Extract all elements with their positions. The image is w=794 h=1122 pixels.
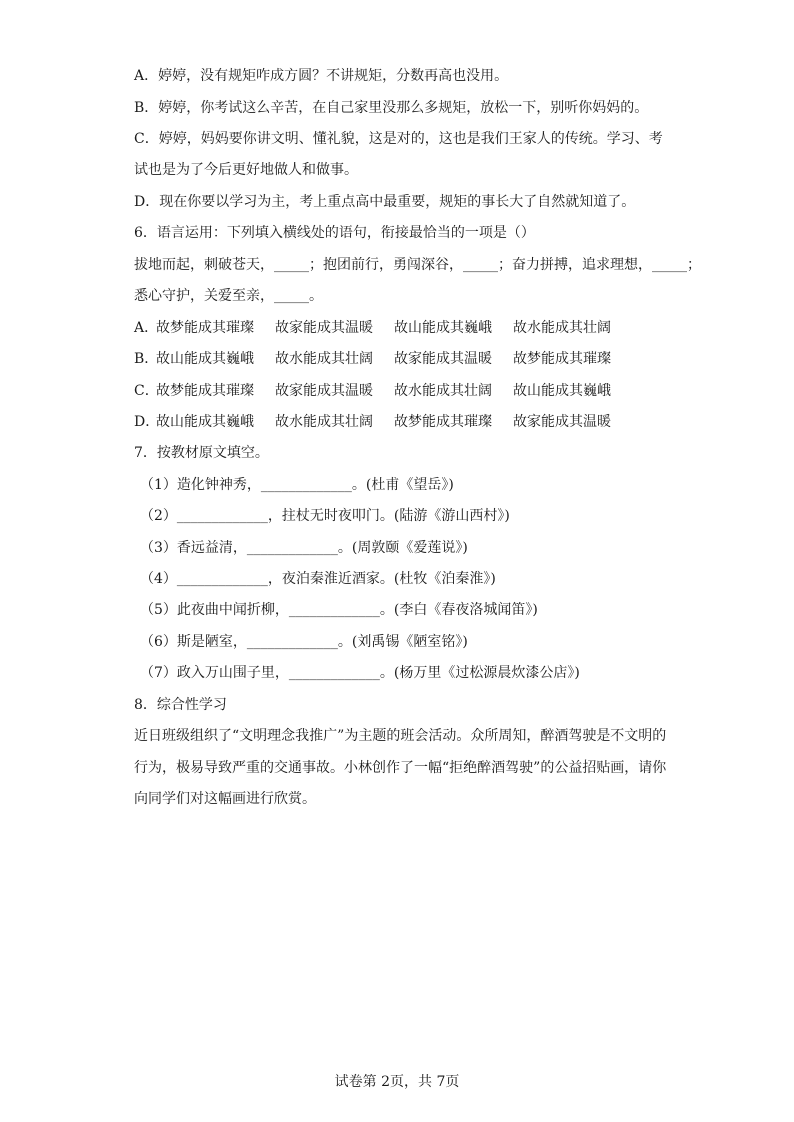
option-item: 故梦能成其璀璨 xyxy=(513,351,611,367)
page-footer: 试卷第 2页，共 7页 xyxy=(334,1074,460,1090)
q7-item-5: （5）此夜曲中闻折柳，_____________。(李白《春夜洛城闻笛》) xyxy=(140,602,538,618)
q6-passage-line2: 悉心守护，关爱至亲，_____。 xyxy=(134,288,323,304)
option-item: 故山能成其巍峨 xyxy=(513,383,611,399)
q5-option-c: C．婷婷，妈妈要你讲文明、懂礼貌，这是对的，这也是我们王家人的传统。学习、考 xyxy=(134,131,663,147)
q8-text-line2: 行为，极易导致严重的交通事故。小林创作了一幅“拒绝醉酒驾驶”的公益招贴画，请你 xyxy=(134,760,667,776)
q5-option-a: A．婷婷，没有规矩咋成方圆？不讲规矩，分数再高也没用。 xyxy=(134,68,509,84)
option-label: A． xyxy=(134,320,159,336)
q5-option-c-cont: 试也是为了今后更好地做人和做事。 xyxy=(134,162,358,178)
option-label: C． xyxy=(134,383,159,399)
q8-stem: 8．综合性学习 xyxy=(134,697,227,713)
option-item: 故家能成其温暖 xyxy=(275,320,373,336)
option-item: 故家能成其温暖 xyxy=(275,383,373,399)
option-label: D． xyxy=(134,414,160,430)
q5-option-d: D．现在你要以学习为主，考上重点高中最重要，规矩的事长大了自然就知道了。 xyxy=(134,194,636,210)
option-item: 故水能成其壮阔 xyxy=(513,320,611,336)
option-item: 故山能成其巍峨 xyxy=(394,320,492,336)
q6-stem: 6．语言运用：下列填入横线处的语句，衔接最恰当的一项是（） xyxy=(134,225,535,241)
option-item: 故水能成其壮阔 xyxy=(394,383,492,399)
option-label: B． xyxy=(134,351,159,367)
option-item: 故梦能成其璀璨 xyxy=(156,383,254,399)
q7-stem: 7．按教材原文填空。 xyxy=(134,445,269,461)
option-item: 故山能成其巍峨 xyxy=(156,351,254,367)
q7-item-3: （3）香远益清，_____________。(周敦颐《爱莲说》) xyxy=(140,540,468,556)
q8-text-line3: 向同学们对这幅画进行欣赏。 xyxy=(134,791,316,807)
q7-item-1: （1）造化钟神秀，_____________。(杜甫《望岳》) xyxy=(140,477,454,493)
option-item: 故家能成其温暖 xyxy=(394,351,492,367)
q6-option-d xyxy=(134,412,632,432)
option-item: 故水能成其壮阔 xyxy=(275,351,373,367)
q7-item-4: （4）_____________，夜泊秦淮近酒家。(杜牧《泊秦淮》) xyxy=(140,571,496,587)
q6-option-b xyxy=(134,349,632,369)
q8-text-line1: 近日班级组织了“文明理念我推广”为主题的班会活动。众所周知，醉酒驾驶是不文明的 xyxy=(134,728,667,744)
q7-item-6: （6）斯是陋室，_____________。(刘禹锡《陋室铭》) xyxy=(140,634,468,650)
option-item: 故山能成其巍峨 xyxy=(156,414,254,430)
option-item: 故家能成其温暖 xyxy=(513,414,611,430)
q7-item-7: （7）政入万山围子里，_____________。(杨万里《过松源晨炊漆公店》) xyxy=(140,665,580,681)
option-item: 故水能成其壮阔 xyxy=(275,414,373,430)
q7-item-2: （2）_____________，拄杖无时夜叩门。(陆游《游山西村》) xyxy=(140,508,510,524)
q6-passage-line1: 拔地而起，刺破苍天，_____；抱团前行，勇闯深谷，_____；奋力拼搏，追求理想，_____； xyxy=(134,257,701,273)
q5-option-b: B．婷婷，你考试这么辛苦，在自己家里没那么多规矩，放松一下，别听你妈妈的。 xyxy=(134,100,649,116)
q6-option-a xyxy=(134,318,632,338)
option-item: 故梦能成其璀璨 xyxy=(394,414,492,430)
q6-option-c xyxy=(134,381,632,401)
option-item: 故梦能成其璀璨 xyxy=(156,320,254,336)
